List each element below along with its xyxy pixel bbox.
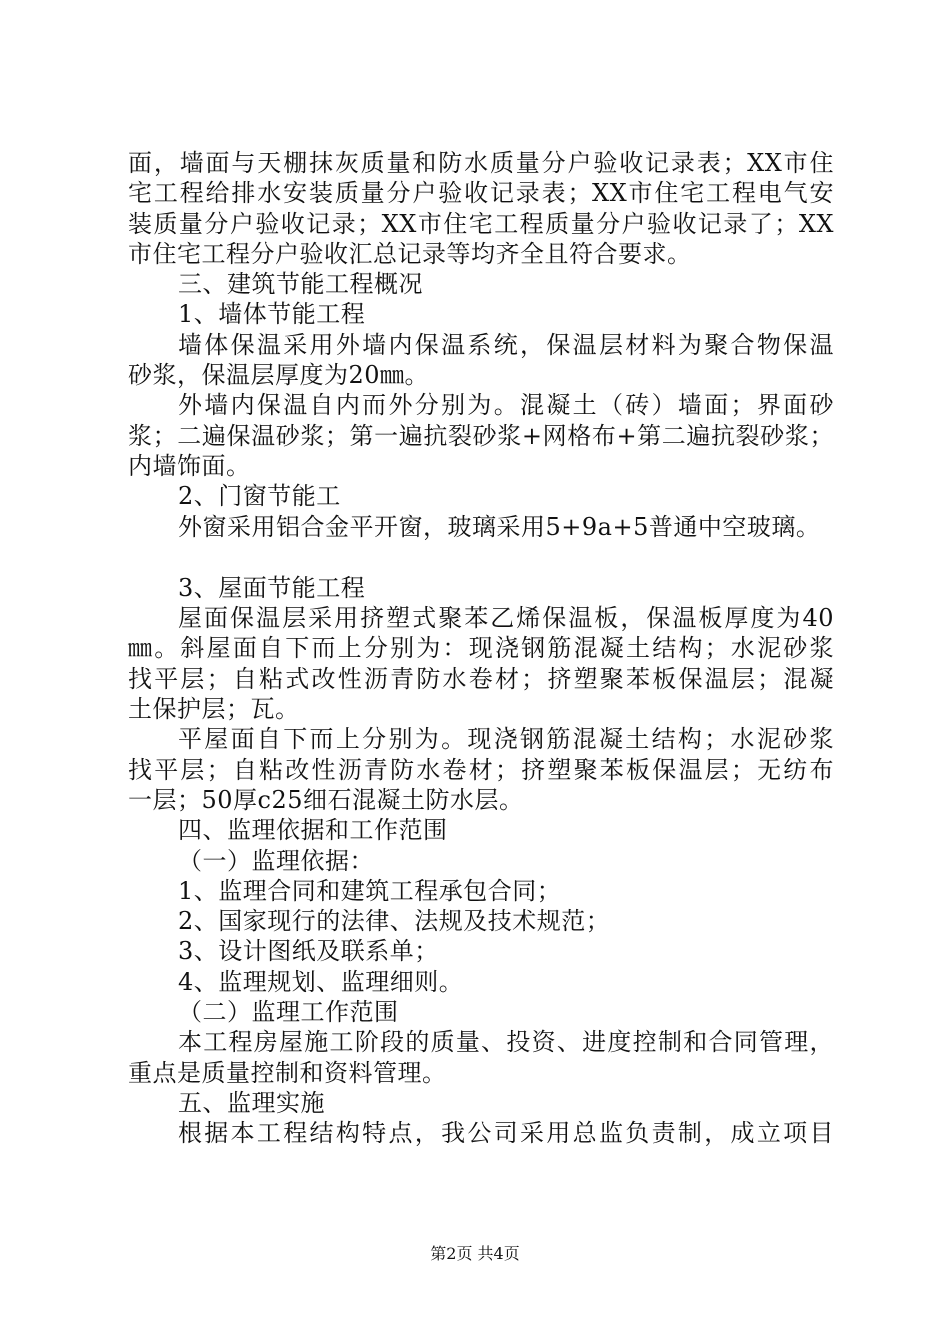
paragraph-line: 浆；二遍保温砂浆；第一遍抗裂砂浆+网格布+第二遍抗裂砂浆； bbox=[128, 421, 834, 450]
paragraph-line: 市住宅工程分户验收汇总记录等均齐全且符合要求。 bbox=[128, 239, 692, 268]
subsection-heading: （一）监理依据： bbox=[178, 846, 374, 875]
paragraph-line: 面，墙面与天棚抹灰质量和防水质量分户验收记录表；XX市住 bbox=[128, 149, 834, 177]
paragraph-line: 平屋面自下而上分别为。现浇钢筋混凝土结构；水泥砂浆 bbox=[178, 725, 834, 754]
paragraph-line: 土保护层；瓦。 bbox=[128, 695, 300, 724]
section-heading: 三、建筑节能工程概况 bbox=[178, 270, 423, 299]
list-item: 4、监理规划、监理细则。 bbox=[178, 967, 464, 996]
paragraph-line: 本工程房屋施工阶段的质量、投资、进度控制和合同管理， bbox=[178, 1028, 834, 1057]
section-heading: 四、监理依据和工作范围 bbox=[178, 816, 448, 845]
paragraph-line: 重点是质量控制和资料管理。 bbox=[128, 1058, 447, 1087]
blank-line bbox=[128, 542, 834, 573]
paragraph-line: 宅工程给排水安装质量分户验收记录表；XX市住宅工程电气安 bbox=[128, 179, 834, 208]
subsection-heading: 3、屋面节能工程 bbox=[178, 573, 366, 602]
subsection-heading: 1、墙体节能工程 bbox=[178, 300, 366, 329]
paragraph-line: 外墙内保温自内而外分别为。混凝土（砖）墙面；界面砂 bbox=[178, 391, 834, 420]
paragraph-line: 根据本工程结构特点，我公司采用总监负责制，成立项目 bbox=[178, 1119, 834, 1148]
subsection-heading: 2、门窗节能工 bbox=[178, 482, 341, 511]
paragraph-line: 外窗采用铝合金平开窗，玻璃采用5+9a+5普通中空玻璃。 bbox=[178, 512, 821, 541]
subsection-heading: （二）监理工作范围 bbox=[178, 998, 399, 1027]
paragraph-line: 内墙饰面。 bbox=[128, 451, 251, 480]
paragraph-line: ㎜。斜屋面自下而上分别为：现浇钢筋混凝土结构；水泥砂浆 bbox=[128, 634, 834, 663]
section-heading: 五、监理实施 bbox=[178, 1088, 325, 1117]
paragraph-line: 屋面保温层采用挤塑式聚苯乙烯保温板，保温板厚度为40 bbox=[178, 604, 834, 633]
paragraph-line: 装质量分户验收记录；XX市住宅工程质量分户验收记录了；XX bbox=[128, 209, 834, 238]
list-item: 2、国家现行的法律、法规及技术规范； bbox=[178, 907, 611, 936]
page-footer: 第2页 共4页 bbox=[430, 1244, 520, 1263]
paragraph-line: 墙体保温采用外墙内保温系统，保温层材料为聚合物保温 bbox=[178, 330, 834, 359]
paragraph-line: 找平层；自粘式改性沥青防水卷材；挤塑聚苯板保温层；混凝 bbox=[128, 664, 834, 693]
paragraph-line: 一层；50厚c25细石混凝土防水层。 bbox=[128, 785, 524, 814]
paragraph-line: 找平层；自粘改性沥青防水卷材；挤塑聚苯板保温层；无纺布 bbox=[128, 755, 834, 784]
paragraph-line: 砂浆，保温层厚度为20㎜。 bbox=[128, 361, 430, 390]
list-item: 3、设计图纸及联系单； bbox=[178, 937, 439, 966]
list-item: 1、监理合同和建筑工程承包合同； bbox=[178, 876, 562, 905]
document-body bbox=[128, 148, 834, 1149]
